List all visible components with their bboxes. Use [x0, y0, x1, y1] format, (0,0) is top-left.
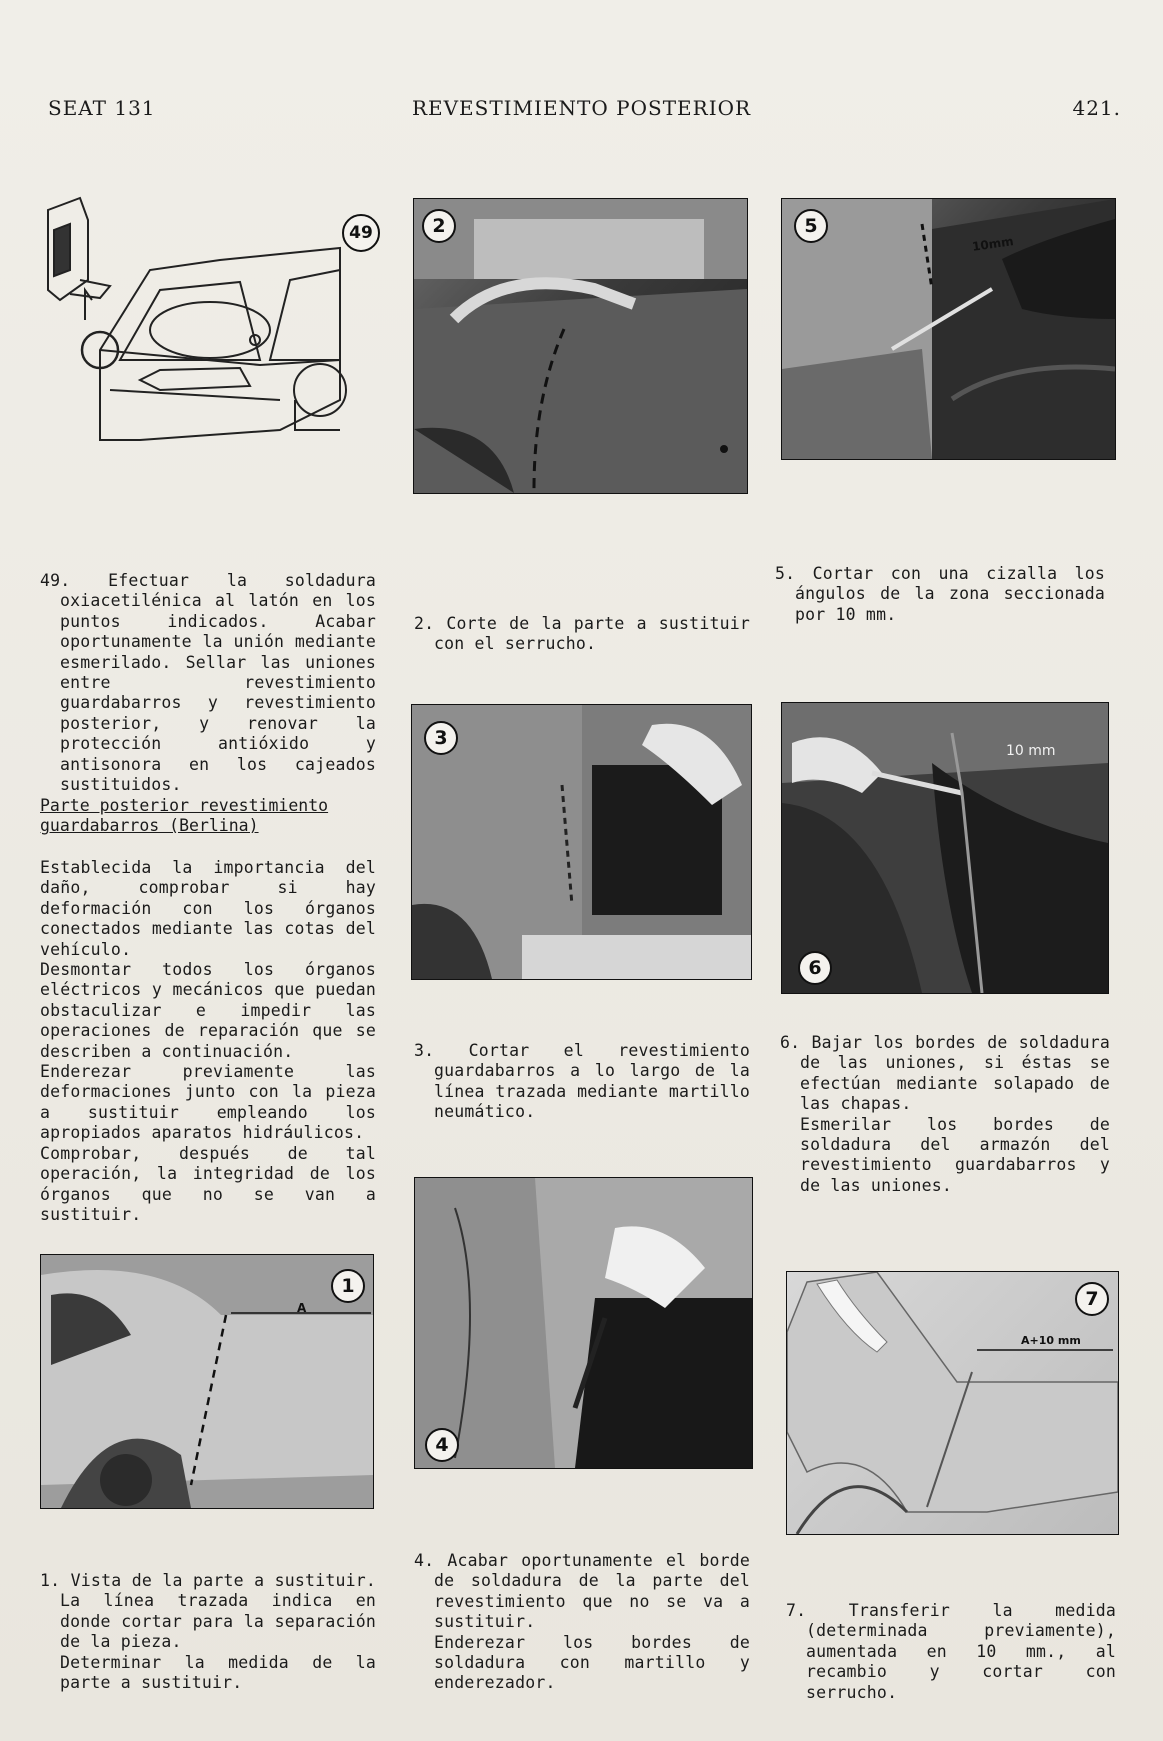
caption-49: 49. Efectuar la soldadura oxiacetilénica al latón en los puntos indicados. Acabar oportunamente la unión mediante esmerilado. Sellar las uniones entre revestimiento guardabarros y revestimiento posterior, y renovar la protección antióxido y antisonora en los cajeados sustituidos.	[40, 571, 376, 795]
figure-6-photo	[781, 702, 1109, 994]
replacement-panel-image	[787, 1272, 1118, 1534]
caption-4: 4. Acabar oportunamente el borde de soldadura de la parte del revestimiento que no se va a sustituir. Enderezar los bordes de soldadura con martillo y enderezador.	[414, 1551, 750, 1693]
figure-5-photo	[781, 198, 1116, 460]
figure-4-badge: 4	[425, 1428, 459, 1462]
car-rear-drawing	[40, 190, 380, 460]
section-title	[40, 796, 376, 837]
section-body	[40, 858, 376, 1225]
figure-7-badge: 7	[1075, 1282, 1109, 1316]
finishing-weld-edge-image	[415, 1178, 752, 1468]
figure-6-dimension: 10 mm	[1006, 743, 1056, 759]
figure-3-photo	[411, 704, 752, 980]
figure-7-dimension: A+10 mm	[1021, 1334, 1081, 1347]
section-paragraph-3: Enderezar previamente las deformaciones junto con la pieza a sustituir empleando los apropiados aparatos hidráulicos.	[40, 1062, 376, 1143]
figure-2-photo	[413, 198, 748, 494]
car-rear-quarter-image	[41, 1255, 373, 1508]
figure-2-badge: 2	[422, 209, 456, 243]
figure-1-dimension: A	[297, 1301, 307, 1315]
figure-5-dimension: 10mm	[971, 234, 1015, 254]
figure-4-photo	[414, 1177, 753, 1469]
figure-49-drawing	[40, 190, 380, 460]
caption-2: 2. Corte de la parte a sustituir con el serrucho.	[414, 614, 750, 654]
figure-6-badge: 6	[798, 951, 832, 985]
header-model: SEAT 131	[48, 96, 156, 120]
lowering-weld-edges-image	[782, 703, 1108, 993]
caption-5: 5. Cortar con una cizalla los ángulos de la zona seccionada por 10 mm.	[775, 564, 1105, 624]
section-paragraph-1: Establecida la importancia del daño, comprobar si hay deformación con los órganos conectados mediante las cotas del vehículo.	[40, 858, 376, 959]
page-number: 421.	[1072, 96, 1121, 120]
figure-3-badge: 3	[424, 721, 458, 755]
caption-1: 1. Vista de la parte a sustituir. La línea trazada indica en donde cortar para la separación de la pieza. Determinar la medida de la parte a sustituir.	[40, 1571, 376, 1693]
section-paragraph-2: Desmontar todos los órganos eléctricos y mecánicos que puedan obstaculizar e impedir las operaciones de reparación que se describen a continuación.	[40, 960, 376, 1061]
header-title: REVESTIMIENTO POSTERIOR	[411, 96, 752, 120]
section-title-line-2: guardabarros (Berlina)	[40, 816, 259, 836]
caption-3: 3. Cortar el revestimiento guardabarros a lo largo de la línea trazada mediante martillo neumático.	[414, 1041, 750, 1122]
pneumatic-hammer-cut-image	[412, 705, 751, 979]
section-paragraph-4: Comprobar, después de tal operación, la integridad de los órganos que no se van a sustituir.	[40, 1143, 376, 1224]
shear-cutting-image	[782, 199, 1115, 459]
figure-1-badge: 1	[331, 1269, 365, 1303]
figure-49-badge: 49	[342, 214, 380, 252]
figure-1-photo	[40, 1254, 374, 1509]
section-title-line-1: Parte posterior revestimiento	[40, 796, 329, 815]
cutting-with-saw-image	[414, 199, 747, 493]
caption-7: 7. Transferir la medida (determinada previamente), aumentada en 10 mm., al recambio y cortar con serrucho.	[786, 1601, 1116, 1702]
caption-6: 6. Bajar los bordes de soldadura de las uniones, si éstas se efectúan mediante solapado de las chapas. Esmerilar los bordes de soldadura del armazón del revestimiento guardabarros y de las uniones.	[780, 1033, 1110, 1195]
figure-7-photo	[786, 1271, 1119, 1535]
figure-5-badge: 5	[794, 209, 828, 243]
